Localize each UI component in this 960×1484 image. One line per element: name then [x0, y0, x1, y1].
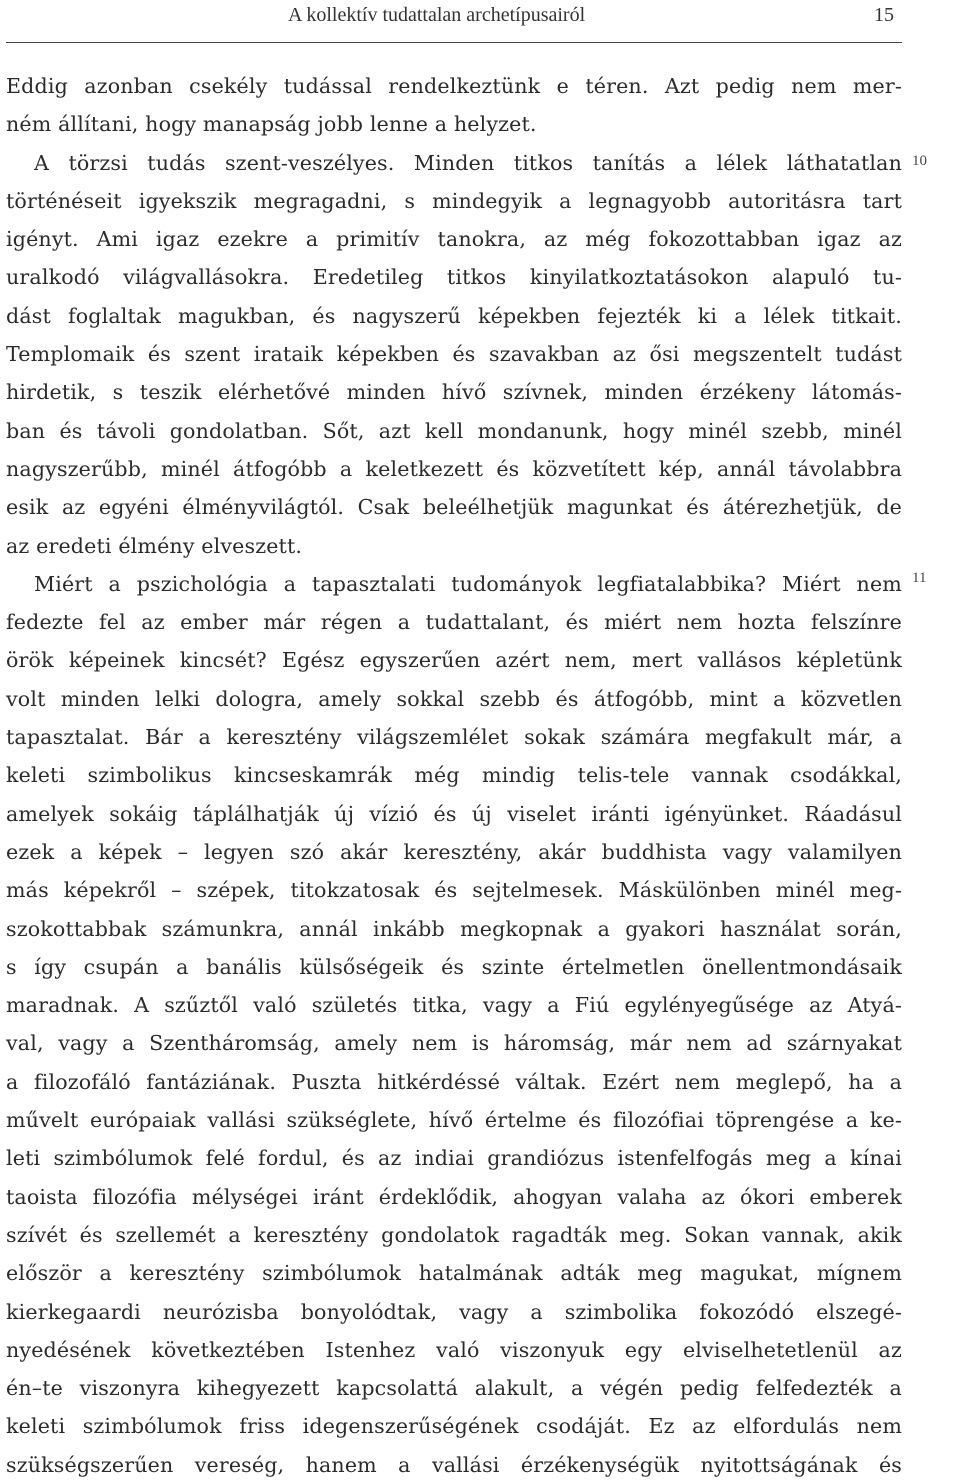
text-line: Miért a pszichológia a tapasztalati tudományok legfiatalabbika? Miért nem: [34, 571, 902, 596]
text-line: esik az egyéni élményvilágtól. Csak beleélhetjük magunkat és átérezhetjük, de: [6, 495, 902, 520]
text-line: Templomaik és szent irataik képekben és szavakban az ősi megszentelt tudást: [6, 342, 902, 367]
text-line: keleti szimbolikus kincseskamrák még mindig telis-tele vannak csodákkal,: [6, 763, 902, 788]
text-line: ném állítani, hogy manapság jobb lenne a helyzet.: [6, 112, 537, 137]
text-line: örök képeinek kincsét? Egész egyszerűen azért nem, mert vallásos képletünk: [6, 648, 902, 673]
text-line: szokottabbak számunkra, annál inkább megkopnak a gyakori használat során,: [6, 916, 902, 941]
text-line: keleti szimbólumok friss idegenszerűségének csodáját. Ez az elfordulás nem: [6, 1414, 902, 1439]
text-line: ezek a képek – legyen szó akár keresztény, akár buddhista vagy valamilyen: [6, 839, 902, 864]
text-line: val, vagy a Szentháromság, amely nem is háromság, már nem ad szárnyakat: [6, 1031, 902, 1056]
page-number: 15: [874, 4, 894, 26]
text-line: ban és távoli gondolatban. Sőt, azt kell mondanunk, hogy minél szebb, minél: [6, 418, 902, 443]
header-rule: [6, 42, 902, 43]
text-line: dást foglaltak magukban, és nagyszerű képekben fejezték ki a lélek titkait.: [6, 303, 902, 328]
text-line: a filozofáló fantáziának. Puszta hitkérdéssé váltak. Ezért nem meglepő, ha a: [6, 1069, 902, 1094]
text-line: én–te viszonyra kihegyezett kapcsolattá alakult, a végén pedig felfedezték a: [6, 1376, 902, 1401]
running-header: [0, 0, 960, 44]
text-line: először a keresztény szimbólumok hatalmának adták meg magukat, mígnem: [6, 1261, 902, 1286]
body-text: [6, 67, 902, 1484]
text-line: más képekről – szépek, titokzatosak és sejtelmesek. Máskülönben minél meg-: [6, 878, 902, 903]
text-line: történéseit igyekszik megragadni, s mindegyik a legnagyobb autoritásra tart: [6, 188, 902, 213]
text-line: szívét és szellemét a keresztény gondolatok ragadták meg. Sokan vannak, akik: [6, 1222, 902, 1247]
text-line: nagyszerűbb, minél átfogóbb a keletkezett és közvetített kép, annál távolabbra: [6, 456, 902, 481]
text-line: maradnak. A szűztől való születés titka, vagy a Fiú egylényegűsége az Atyá-: [6, 993, 902, 1018]
text-line: igényt. Ami igaz ezekre a primitív tanokra, az még fokozottabban igaz az: [6, 227, 902, 252]
text-line: az eredeti élmény elveszett.: [6, 533, 303, 558]
margin-paragraph-number: 11: [912, 570, 927, 586]
margin-paragraph-number: 10: [912, 153, 927, 169]
running-header-title: A kollektív tudattalan archetípusairól: [288, 4, 586, 26]
text-line: nyedésének következtében Istenhez való viszonyuk egy elviselhetetlenül az: [6, 1337, 902, 1362]
text-line: leti szimbólumok felé fordul, és az indiai grandiózus istenfelfogás meg a kínai: [6, 1146, 902, 1171]
text-line: s így csupán a banális külsőségeik és szinte értelmetlen önellentmondásaik: [6, 954, 902, 979]
text-line: hirdetik, s teszik elérhetővé minden hívő szívnek, minden érzékeny látomás-: [6, 380, 902, 405]
text-line: tapasztalat. Bár a keresztény világszemlélet sokak számára megfakult már, a: [6, 725, 902, 750]
text-line: szükségszerűen vereség, hanem a vallási érzékenységük nyitottságának és: [6, 1452, 902, 1477]
text-line: Eddig azonban csekély tudással rendelkeztünk e téren. Azt pedig nem mer-: [6, 74, 902, 98]
text-line: amelyek sokáig táplálhatják új vízió és új viselet iránti igényünket. Ráadásul: [6, 801, 902, 826]
text-line: volt minden lelki dologra, amely sokkal szebb és átfogóbb, mint a közvetlen: [6, 686, 902, 711]
text-line: A törzsi tudás szent-veszélyes. Minden titkos tanítás a lélek láthatatlan: [34, 150, 902, 175]
text-line: uralkodó világvallásokra. Eredetileg titkos kinyilatkoztatásokon alapuló tu-: [6, 265, 902, 290]
text-line: fedezte fel az ember már régen a tudattalant, és miért nem hozta felszínre: [6, 610, 902, 635]
text-line: művelt európaiak vallási szükséglete, hívő értelme és filozófiai töprengése a ke-: [6, 1108, 902, 1133]
text-line: kierkegaardi neurózisba bonyolódtak, vagy a szimbolika fokozódó elszegé-: [6, 1299, 902, 1324]
text-line: taoista filozófia mélységei iránt érdeklődik, ahogyan valaha az ókori emberek: [6, 1184, 902, 1209]
